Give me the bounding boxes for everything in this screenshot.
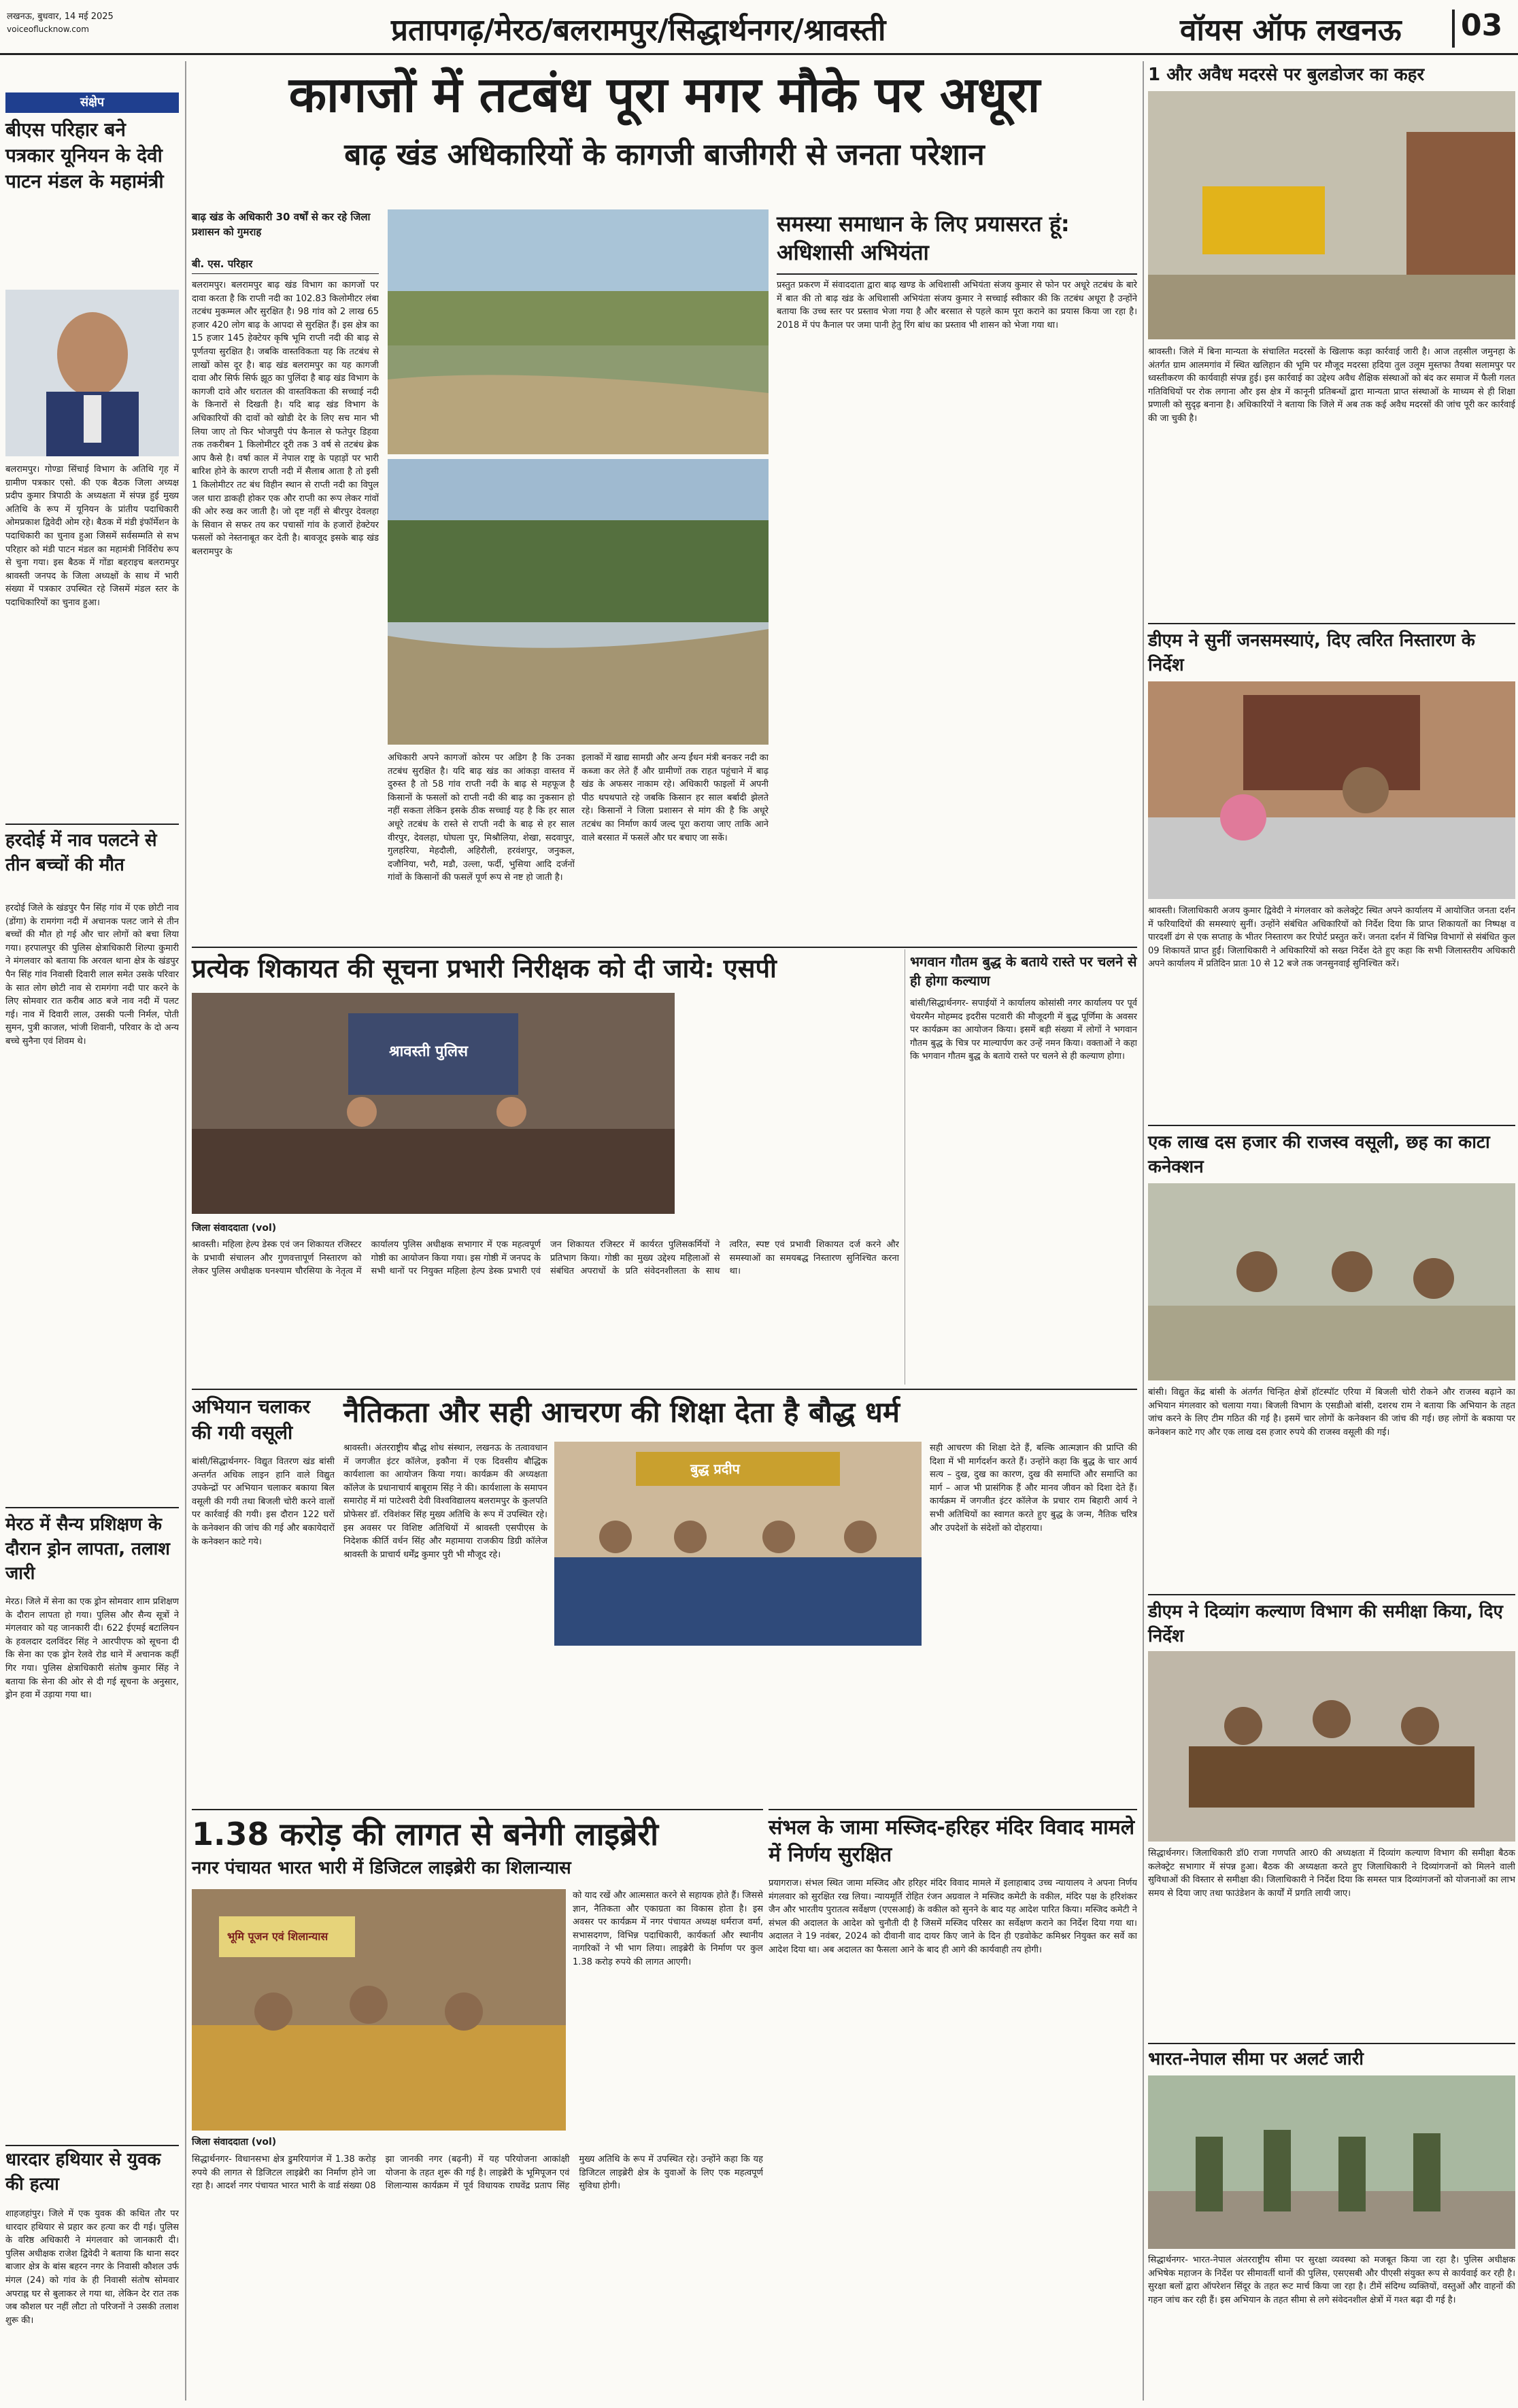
- bulldozer-headline: 1 और अवैध मदरसे पर बुलडोजर का कहर: [1148, 65, 1425, 85]
- sidebar: [5, 92, 179, 2398]
- bulldozer-photo: [1148, 91, 1515, 339]
- dateline: लखनऊ, बुधवार, 14 मई 2025: [7, 12, 114, 22]
- library-credit: जिला संवाददाता (vol): [192, 2137, 277, 2148]
- dm-photo: [1148, 681, 1515, 899]
- page-number: 03: [1461, 8, 1503, 43]
- section-title: प्रतापगढ़/मेरठ/बलरामपुर/सिद्धार्थनगर/श्रावस्ती: [391, 13, 886, 48]
- lead-col3: इलाकों में खाद्य सामग्री और अन्य ईंधन मंत्री बनकर नदी का कब्जा कर लेते हैं और ग्रामीणों तक राहत पहुंचाने में बाढ़ खंड के अफसर नाकाम रहे। अधिकारी फाइलों में अपनी पीठ थपथपाते रहे जबकि किसान हर साल बर्बादी झेलते रहे। किसानों ने जिला प्रशासन से मांग की है कि अधूरे तटबंध का निर्माण कार्य जल्द पूरा कराया जाए ताकि आने वाले बरसात में फसलें और घर बचाए जा सकें।: [581, 753, 769, 843]
- bulldozer-body: श्रावस्ती। जिले में बिना मान्यता के संचालित मदरसों के खिलाफ कड़ा कार्रवाई जारी है। आज तहसील जमुनहा के अंतर्गत ग्राम आलमगांव में स्थित खलिहान की भूमि पर मौजूद मदरसा हदिया तुल उलूम मुस्तफा तैयबा सलामपुर पर ध्वस्तीकरण की कार्यवाही संपन्न हुई। इस कार्रवाई का उद्देश्य अवैध शैक्षिक संस्थाओं को बंद कर समाज में फैली गलत गतिविधियों पर रोक लगाना और इस क्षेत्र में कानूनी प्रतिबन्धों द्वारा मान्यता प्राप्त संस्थाओं के माध्यम से ही शिक्षा प्रणाली को सुदृढ़ बनाना है। अधिकारियों ने बताया कि जिले में अब तक कई अवैध मदरसों की जांच पूरी कर कार्रवाई की जा चुकी है।: [1148, 347, 1515, 424]
- riverbank-photo-2: [388, 459, 769, 745]
- library-col2: को याद रखें और आत्मसात करने से सहायक होते हैं। जिससे ज्ञान, नैतिकता और एकाग्रता का विकास होता है। इस अवसर पर कार्यक्रम में नगर पंचायत अध्यक्ष धर्मराज वर्मा, सभासदगण, विभिन्न पदाधिकारी, कार्यकर्ता और स्थानीय नागरिकों ने भी भाग लिया। लाइब्रेरी के निर्माण पर कुल 1.38 करोड़ रुपये की लागत आएगी।: [573, 1890, 763, 1967]
- paper-logo: वॉयस ऑफ लखनऊ: [1180, 13, 1402, 48]
- lead-story: [192, 61, 1137, 938]
- award-banner: बुद्ध प्रदीप: [690, 1461, 740, 1477]
- sambhal-story: [769, 1814, 1137, 2406]
- brief-title-2: हरदोई में नाव पलटने से तीन बच्चों की मौत: [5, 830, 157, 875]
- library-banner: भूमि पूजन एवं शिलान्यास: [227, 1930, 328, 1943]
- sub-headline: समस्या समाधान के लिए प्रयासरत हूं: अधिशासी अभियंता: [777, 211, 1070, 265]
- kaata-headline: एक लाख दस हजार की राजस्व वसूली, छह का काटा कनेक्शन: [1148, 1132, 1490, 1177]
- kaata-photo: [1148, 1183, 1515, 1380]
- brief-body-1: बलरामपुर। गोण्डा सिंचाई विभाग के अतिथि गृह में ग्रामीण पत्रकार एसो. की एक बैठक जिला अध्यक्ष प्रदीप कुमार त्रिपाठी के अध्यक्षता में संपन्न हुई मुख्य अतिथि के रूप में यूनियन के प्रांतीय पदाधिकारी ओमप्रकाश द्विवेदी ओम रहे। बैठक में मंडी इंफॉर्मेशन के पदाधिकारी का चुनाव हुआ जिसमें सर्वसम्मति से सभ परिहार को मंडी पाटन मंडल का महामंत्री निर्विरोध रूप से चुना गया। इस बैठक में गोंडा बहराइच बलरामपुर श्रावस्ती जनपद के जिला अध्यक्षों के साथ में भारी संख्या में पत्रकार उपस्थित रहे जिसमें मंडल स्तर के पदाधिकारियों का चुनाव हुआ।: [5, 464, 179, 608]
- police-credit: जिला संवाददाता (vol): [192, 1223, 277, 1234]
- dm-headline: डीएम ने सुनीं जनसमस्याएं, दिए त्वरित निस्तारण के निर्देश: [1148, 630, 1475, 675]
- sidebar-label: संक्षेप: [5, 92, 179, 113]
- abhiyan-story: [192, 1394, 335, 1802]
- abhiyan-body: बांसी/सिद्धार्थनगर- विद्युत वितरण खंड बांसी अन्तर्गत अधिक लाइन हानि वाले विद्युत उपकेन्द्रों पर अभियान चलाकर बकाया बिल वसूली की गयी तथा बिजली चोरी करने वालों पर कार्रवाई की गयी। इस दौरान 122 घरों के कनेक्शन की जांच की गई और बकायेदारों के कनेक्शन काटे गये।: [192, 1457, 335, 1547]
- divyang-body: सिद्धार्थनगर। जिलाधिकारी डॉ0 राजा गणपति आर0 की अध्यक्षता में दिव्यांग कल्याण विभाग की समीक्षा बैठक कलेक्ट्रेट सभागार में संपन्न हुआ। बैठक की अध्यक्षता करते हुए जिलाधिकारी ने दिव्यांगजनों को मिलने वाली सुविधाओं की विस्तार से समीक्षा की। जिलाधिकारी ने निर्देश दिया कि समस्त पात्र दिव्यांगजनों को योजनाओं का लाभ समय से दिया जाए तथा फाउंडेशन के कार्यों में प्रगति लायी जाए।: [1148, 1848, 1515, 1899]
- library-headline: 1.38 करोड़ की लागत से बनेगी लाइब्रेरी: [192, 1816, 659, 1852]
- ethics-col2: सही आचरण की शिक्षा देते हैं, बल्कि आत्मज्ञान की प्राप्ति की दिशा में भी मार्गदर्शन करते हैं। उन्होंने कहा कि बुद्ध के चार आर्य सत्य – दुख, दुख का कारण, दुख की समाप्ति और समाप्ति का मार्ग – आज भी प्रासंगिक हैं और मानव जीवन को दिशा देते हैं। कार्यक्रम में जगजीत इंटर कॉलेज के प्रचार राम बिहारी आर्य ने सभी अतिथियों का स्वागत करते हुए बुद्ध के जन्म, नैतिक चरित्र और उपदेशों के संदेशों को दोहराया।: [930, 1443, 1137, 1533]
- library-subhead: नगर पंचायत भारत भारी में डिजिटल लाइब्रेरी का शिलान्यास: [192, 1858, 571, 1878]
- brief-body-4: शाहजहांपुर। जिले में एक युवक की कथित तौर पर धारदार हथियार से प्रहार कर हत्या कर दी गई। पुलिस के वरिष्ठ अधिकारी ने मंगलवार को जानकारी दी। पुलिस अधीक्षक राजेश द्विवेदी ने बताया कि थाना सदर बाजार क्षेत्र के बांस बहरन नगर के निवासी कौशल उर्फ मंगल (24) को गांव के ही निवासी संतोष सोमवार अपराह्न घर से बुलाकर ले गया था, लेकिन देर रात तक जब कौशल घर नहीं लौटा तो परिजनों ने उसकी तलाश शुरू की।: [5, 2209, 179, 2326]
- brief-title-3: मेरठ में सैन्य प्रशिक्षण के दौरान ड्रोन लापता, तलाश जारी: [5, 1514, 170, 1584]
- sambhal-body: प्रयागराज। संभल स्थित जामा मस्जिद और हरिहर मंदिर विवाद मामले में इलाहाबाद उच्च न्यायालय ने अपना निर्णय मंगलवार को सुरक्षित रख लिया। न्यायमूर्ति रोहित रंजन अग्रवाल ने मस्जिद कमेटी के वकील, मंदिर पक्ष के हरिशंकर जैन और भारतीय पुरातत्व सर्वेक्षण (एएसआई) के वकील को सुनने के बाद यह आदेश पारित किया। मस्जिद कमेटी ने संभल की अदालत के आदेश को चुनौती दी है जिसमें मस्जिद परिसर का सर्वेक्षण कराने का निर्देश दिया गया था। अदालत ने 19 नवंबर, 2024 को दीवानी वाद दायर किए जाने के दिन ही एडवोकेट कमिश्नर नियुक्त कर सर्वे का आदेश दिया था। अब अदालत का फैसला आने के बाद ही आगे की कार्यवाही तय होगी।: [769, 1878, 1137, 1955]
- buddha-path-headline: भगवान गौतम बुद्ध के बताये रास्ते पर चलने से ही होगा कल्याण: [910, 953, 1137, 989]
- police-headline: प्रत्येक शिकायत की सूचना प्रभारी निरीक्षक को दी जाये: एसपी: [192, 953, 777, 983]
- lead-col2: अधिकारी अपने कागजों कोरम पर अडिग है कि उनका तटबंध सुरक्षित है। यदि बाढ़ खंड का आंकड़ा वास्तव में दुरुस्त है तो 58 गांव राप्ती नदी के बाढ़ से महफूज है किसानों के फसलों को राप्ती नदी की बाढ़ का नुकसान हो नहीं सकता लेकिन इसके ठीक सच्चाई यह है कि हर साल अधूरे तटबंध के रास्ते से राप्ती नदी के बाढ़ से हर साल वीरपुर, देवलहा, घोघला पुर, मिश्रौलिया, शेखा, सदवापुर, गुलहरिया, मेहदौली, अहिरौली, हरवंशपुर, जनुकल, दजौनिया, भरौ, मडौ, उल्ला, फर्दी, भुसिया आदि दर्जनों गांवों के किसानों की फसलें पूर्ण रूप से नष्ट हो जाती है।: [388, 753, 575, 883]
- lead-kicker: बाढ़ खंड के अधिकारी 30 वर्षों से कर रहे जिला प्रशासन को गुमराह: [192, 211, 371, 238]
- police-story: [192, 949, 899, 1385]
- police-meeting-photo: [192, 993, 675, 1214]
- border-march-photo: [1148, 2075, 1515, 2249]
- lead-subhead: बाढ़ खंड अधिकारियों के कागजी बाजीगरी से जनता परेशान: [344, 137, 985, 172]
- lead-byline: बी. एस. परिहार: [192, 258, 253, 270]
- dm-body: श्रावस्ती। जिलाधिकारी अजय कुमार द्विवेदी ने मंगलवार को कलेक्ट्रेट स्थित अपने कार्यालय में आयोजित जनता दर्शन में फरियादियों की समस्याएं सुनीं। उन्होंने संबंधित अधिकारियों को निर्देश दिया कि प्राप्त शिकायतों का निष्पक्ष व पारदर्शी ढंग से एक सप्ताह के भीतर निस्तारण कर रिपोर्ट प्रस्तुत करें। जनता दर्शन में विभिन्न विभागों से संबंधित कुल 09 शिकायतें प्राप्त हुईं। जिलाधिकारी ने अधिकारियों को सख्त निर्देश देते हुए कहा कि सभी जिलास्तरीय अधिकारी अपने कार्यालय में प्रतिदिन प्रातः 10 से 12 बजे तक जनसुनवाई सुनिश्चित करें।: [1148, 906, 1515, 970]
- masthead: [0, 0, 1518, 57]
- ethics-story: [343, 1394, 1137, 1802]
- brief-body-2: हरदोई जिले के खंडपुर पैन सिंह गांव में एक छोटी नाव (डोंगा) के रामगंगा नदी में अचानक पलट जाने से तीन बच्चों की मौत हो गई और चार लोगों को बचा लिया गया। हरपालपुर की पुलिस क्षेत्राधिकारी शिल्पा कुमारी ने मंगलवार को बताया कि अरवल थाना क्षेत्र के खंडपुर पैन सिंह गांव निवासी दिवारी लाल समेत उसके परिवार के सात लोग छोटी नाव से रामगंगा नदी पार करने के लिए सोमवार रात करीब आठ बजे नाव नदी में पलट गई। नाव में दिवारी लाल, उसकी पत्नी निर्मल, पोती सुमन, पुत्री काजल, भांजी शिवानी, परिवार के दो अन्य बच्चे सुनैना एवं शिवम थे।: [5, 903, 179, 1047]
- brief-title-1: बीएस परिहार बने पत्रकार यूनियन के देवी पाटन मंडल के महामंत्री: [5, 118, 164, 192]
- riverbank-photo-1: [388, 209, 769, 454]
- lead-body: बलरामपुर। बलरामपुर बाढ़ खंड विभाग का कागजों पर दावा करता है कि राप्ती नदी का 102.83 किलोमीटर लंबा तटबंध मुकम्मल और सुरक्षित है। 98 गांव को 2 लाख 65 हजार 420 लोग बाढ़ के आपदा से सुरक्षित हैं। इस क्षेत्र का 15 हजार 145 हेक्टेयर कृषि भूमि राप्ती नदी की बाढ़ से पूर्णतया सुरक्षित है। जबकि वास्तविकता यह कि तटबंध से लाखों कोस दूर है। बाढ़ खंड बलरामपुर का यह कागजी दावा और सिर्फ सिर्फ झूठ का पुलिंदा है बाढ़ खंड विभाग के कागजी दावे और धरातल की वास्तविकता की सच्चाई नदी के किनारों से दिखती है। यदि बाढ़ खंड विभाग के अधिकारियों की दावों को खोडी देर के लिए सच मान भी लिया जाए तो फिर भोजपुरी पंप कैनाल से फतेपुर डिहवा तक तकरीबन 1 किलोमीटर दूरी तक 3 वर्ष से तटबंध ब्रेक आप कैसे है। वर्षा काल में नेपाल राष्ट्र के पहाड़ों पर भारी बारिश होने के कारण राप्ती नदी में सैलाब आता है तो इसी 1 किलोमीटर तट बंध विहीन स्थान से राप्ती नदी का विपुल जल धारा डाकही होकर एक और राप्ती का रूप लेकर गांवों की ओर रुख कर जाती है। जो दृष्ट नहीं से बीरपुर देवलहा के सिवान से सफर तय कर पचासों गांव के हजारों हेक्टेयर फसलों को नेस्तनाबूत कर देती है। बावजूद इसके बाढ़ खंड बलरामपुर के: [192, 280, 379, 557]
- website-url: voiceoflucknow.com: [7, 24, 89, 34]
- abhiyan-headline: अभियान चलाकर की गयी वसूली: [192, 1395, 311, 1444]
- award-photo: [554, 1442, 922, 1646]
- portrait-photo: [5, 290, 179, 456]
- ethics-headline: नैतिकता और सही आचरण की शिक्षा देता है बौद्ध धर्म: [343, 1395, 900, 1429]
- buddha-path-story: [910, 949, 1137, 1385]
- police-body: श्रावस्ती। महिला हेल्प डेस्क एवं जन शिकायत रजिस्टर के प्रभावी संचालन और गुणवत्तापूर्ण निस्तारण को लेकर पुलिस अधीक्षक घनश्याम चौरसिया के नेतृत्व में कार्यालय पुलिस अधीक्षक सभागार में एक महत्वपूर्ण गोष्ठी का आयोजन किया गया। इस गोष्ठी में जनपद के सभी थानों पर नियुक्त महिला हेल्प डेस्क प्रभारी एवं जन शिकायत रजिस्टर में कार्यरत पुलिसकर्मियों ने प्रतिभाग किया। गोष्ठी का मुख्य उद्देश्य महिलाओं से संबंधित अपराधों के प्रति संवेदनशीलता के साथ त्वरित, स्पष्ट एवं प्रभावी शिकायत दर्ज करने और समस्याओं का समयबद्ध निस्तारण सुनिश्चित करना था।: [192, 1240, 899, 1277]
- lead-headline: कागजों में तटबंध पूरा मगर मौके पर अधूरा: [288, 66, 1041, 123]
- sub-body: प्रस्तुत प्रकरण में संवाददाता द्वारा बाढ़ खण्ड के अधिशासी अभियंता संजय कुमार से फोन पर अधूरे तटबंध के बारे में बात की तो बाढ़ खंड के अधिशासी अभियंता संजय कुमार ने सच्चाई स्वीकार की कि तटबंध अधूरा है उन्होंने बताया कि उच्च स्तर पर प्रस्ताव भेजा गया है और बरसात से पहले काम पूरा कराने का प्रयास किया जा रहा है। 2018 में पंप कैनाल पर जमा पानी हेतु रिंग बांध का प्रस्ताव भी शासन को भेजा गया था।: [777, 280, 1137, 330]
- right-column: [1148, 61, 1515, 2404]
- divyang-headline: डीएम ने दिव्यांग कल्याण विभाग की समीक्षा किया, दिए निर्देश: [1148, 1601, 1503, 1646]
- library-body: सिद्धार्थनगर- विधानसभा क्षेत्र डुमरियागंज में 1.38 करोड़ रुपये की लागत से डिजिटल लाइब्रेरी का निर्माण होने जा रहा है। आदर्श नगर पंचायत भारत भारी के वार्ड संख्या 08 झा जानकी नगर (बढ़नी) में यह परियोजना आकांक्षी योजना के तहत शुरू की गई है। लाइब्रेरी के भूमिपूजन एवं शिलान्यास कार्यक्रम में पूर्व विधायक राघवेंद्र प्रताप सिंह मुख्य अतिथि के रूप में उपस्थित रहे। उन्होंने कहा कि यह डिजिटल लाइब्रेरी क्षेत्र के युवाओं के लिए एक महत्वपूर्ण सुविधा होगी।: [192, 2154, 763, 2192]
- border-body: सिद्धार्थनगर- भारत-नेपाल अंतरराष्ट्रीय सीमा पर सुरक्षा व्यवस्था को मजबूत किया जा रहा है। पुलिस अधीक्षक अभिषेक महाजन के निर्देश पर सीमावर्ती थानों की पुलिस, एसएसबी और पीएसी संयुक्त रूप से कार्यवाई कर रही है। सुरक्षा बलों द्वारा ऑपरेशन सिंदूर के तहत रूट मार्च किया जा रहा है। टीमें संदिग्ध व्यक्तियों, वस्तुओं और वाहनों की गहन जांच कर रही हैं। इस अभियान के तहत सीमा से लगे संवेदनशील क्षेत्रों में गश्त बढ़ा दी गई है।: [1148, 2255, 1515, 2305]
- sambhal-headline: संभल के जामा मस्जिद-हरिहर मंदिर विवाद मामले में निर्णय सुरक्षित: [769, 1816, 1135, 1867]
- brief-title-4: धारदार हथियार से युवक की हत्या: [5, 2150, 161, 2194]
- border-headline: भारत-नेपाल सीमा पर अलर्ट जारी: [1148, 2049, 1364, 2069]
- kaata-body: बांसी। विद्युत केंद्र बांसी के अंतर्गत चिन्हित क्षेत्रों हॉटस्पॉट एरिया में बिजली चोरी रोकने और राजस्व बढ़ाने का अभियान मंगलवार को चलाया गया। बिजली विभाग के एसडीओ बांसी, दशरथ राम ने बताया कि अभियान के तहत जांच करने के लिए टीम गठित की गई है। इसमें चार लोगों के कनेक्शन की जांच की गई। छह लोगों के बकाया पर कनेक्शन काटे गए और एक लाख दस हजार रुपये की राजस्व वसूली की गई।: [1148, 1387, 1515, 1438]
- divyang-photo: [1148, 1651, 1515, 1842]
- brief-body-3: मेरठ। जिले में सेना का एक ड्रोन सोमवार शाम प्रशिक्षण के दौरान लापता हो गया। पुलिस और सैन्य सूत्रों ने मंगलवार को यह जानकारी दी। 622 ईएमई बटालियन के हवलदार दलविंदर सिंह ने आरपीएफ को सूचना दी कि सेना का एक ड्रोन रेलवे रोड थाने में अचानक कहीं गिर गया। पुलिस क्षेत्राधिकारी संतोष कुमार सिंह ने बताया कि सेना की ओर से दी गई सूचना के अनुसार, ड्रोन हवा में उड़ाया गया था।: [5, 1597, 179, 1701]
- police-sign: श्रावस्ती पुलिस: [389, 1043, 468, 1060]
- library-story: [192, 1814, 763, 2406]
- buddha-path-body: बांसी/सिद्धार्थनगर- सपाईयों ने कार्यालय कोसांसी नगर कार्यालय पर पूर्व चेयरमैन मोहम्मद इदरीस पटवारी की मौजूदगी में बुद्ध पूर्णिमा के अवसर पर कार्यक्रम का आयोजन किया। इसमें बड़ी संख्या में लोगों ने भगवान गौतम बुद्ध के चित्र पर माल्यार्पण कर उन्हें नमन किया। वक्ताओं ने कहा कि भगवान गौतम बुद्ध के बताये रास्ते पर चलने से ही कल्याण होगा।: [910, 998, 1137, 1062]
- ethics-body: श्रावस्ती। अंतरराष्ट्रीय बौद्ध शोध संस्थान, लखनऊ के तत्वावधान में जगजीत इंटर कॉलेज, इकौना में एक दिवसीय बौद्धिक कार्यशाला का आयोजन किया गया। कार्यक्रम की अध्यक्षता कॉलेज के प्रधानाचार्य बाबूराम सिंह ने की। कार्यशाला के समापन समारोह में मां पाटेश्वरी देवी विश्वविद्यालय बलरामपुर के कुलपति प्रोफेसर डॉ. रविशंकर सिंह मुख्य अतिथि के रूप में उपस्थित रहे। इस अवसर पर विशिष्ट अतिथियों में श्रावस्ती एसपीएस के निदेशक कीर्ति वर्धन सिंह और महामाया राजकीय डिग्री कॉलेज श्रावस्ती के प्राचार्य धर्मेंद्र कुमार पुरी भी मौजूद रहे।: [343, 1443, 547, 1560]
- library-ceremony-photo: [192, 1889, 566, 2131]
